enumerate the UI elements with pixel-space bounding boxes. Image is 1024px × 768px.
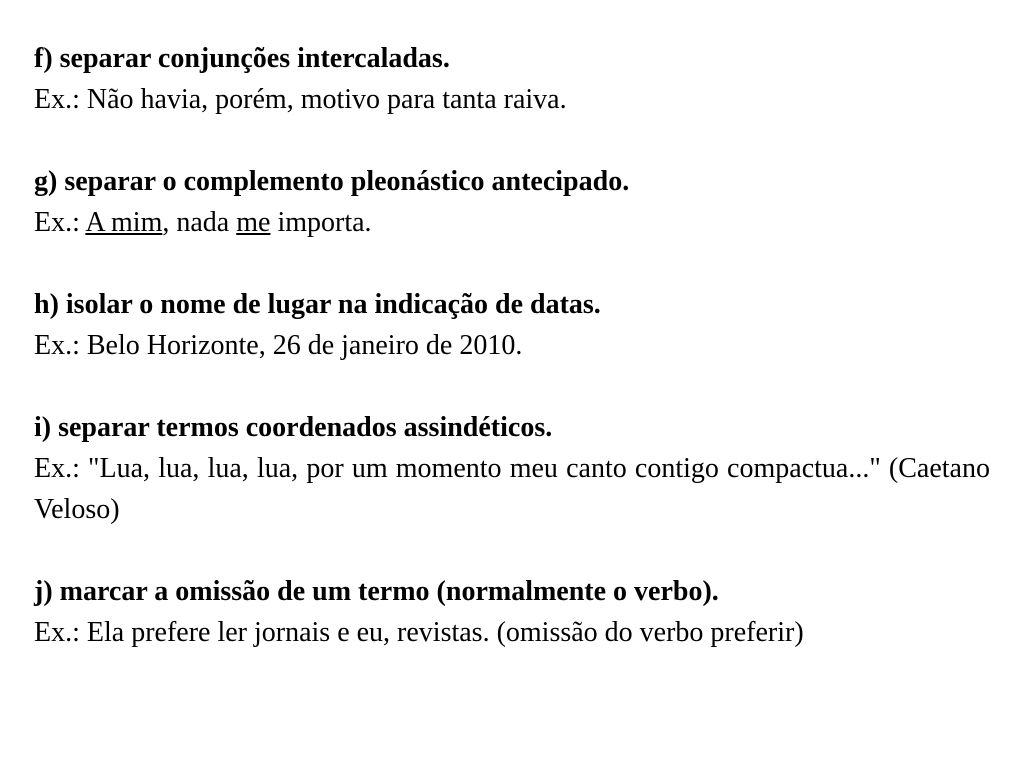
rule-j-example: Ex.: Ela prefere ler jornais e eu, revistas. (omissão do verbo preferir) — [34, 617, 804, 648]
rule-g-title: g) separar o complemento pleonástico antecipado. — [34, 166, 630, 197]
rule-i-title: i) separar termos coordenados assindéticos. — [34, 412, 553, 443]
rule-g-example-mid: , nada — [162, 207, 237, 238]
rule-f — [34, 38, 990, 120]
rule-g-example-underlined-a-mim: A mim — [85, 207, 163, 238]
rule-g-example-prefix: Ex.: — [34, 207, 86, 238]
rule-j — [34, 571, 990, 653]
rule-h — [34, 284, 990, 366]
rule-f-title: f) separar conjunções intercaladas. — [34, 43, 450, 74]
rule-h-title: h) isolar o nome de lugar na indicação de datas. — [34, 289, 601, 320]
rule-g-example — [34, 202, 990, 243]
rule-g-example-underlined-me: me — [236, 207, 271, 238]
rule-j-title: j) marcar a omissão de um termo (normalmente o verbo). — [34, 576, 719, 607]
rule-i — [34, 407, 990, 530]
rule-g-example-suffix: importa. — [270, 207, 372, 238]
rule-i-example: Ex.: "Lua, lua, lua, lua, por um momento meu canto contigo compactua..." (Caetano Veloso) — [34, 453, 990, 525]
rule-f-example: Ex.: Não havia, porém, motivo para tanta raiva. — [34, 84, 567, 115]
rule-h-example: Ex.: Belo Horizonte, 26 de janeiro de 2010. — [34, 330, 523, 361]
rule-g — [34, 161, 990, 243]
